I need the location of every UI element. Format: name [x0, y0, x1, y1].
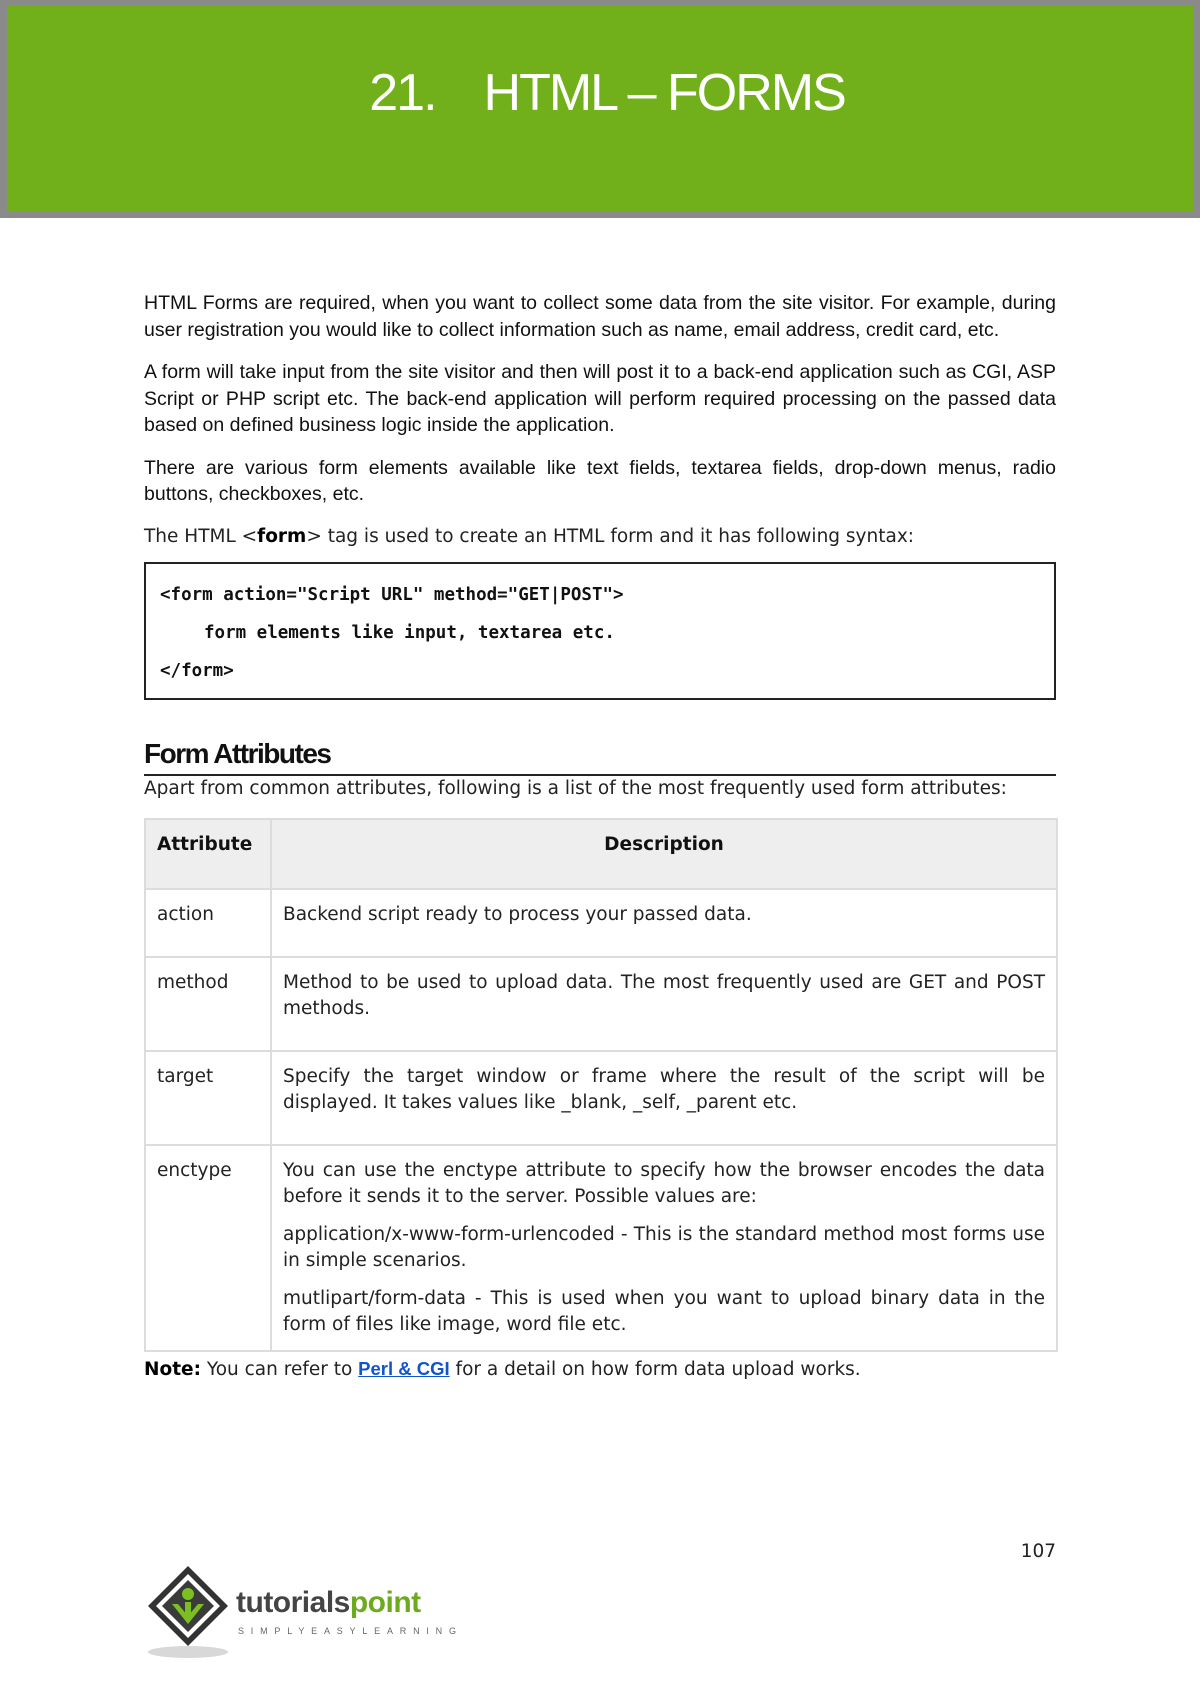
logo-brand-green: point [349, 1586, 421, 1619]
description-cell [271, 1051, 1057, 1145]
description-cell [271, 957, 1057, 1051]
syntax-intro-tag: form [257, 525, 307, 547]
header-description: Description [271, 819, 1057, 889]
description-text: mutlipart/form-data - This is used when you want to upload binary data in the form of files like image, word file etc. [283, 1287, 1045, 1335]
attribute-cell: method [145, 957, 271, 1051]
syntax-intro-before: The HTML < [144, 525, 258, 547]
page-content [144, 290, 1056, 1380]
chapter-banner [0, 0, 1200, 218]
chapter-number: 21. [369, 64, 436, 122]
logo-tagline: SIMPLYEASYLEARNING [238, 1626, 463, 1636]
logo-diamond-icon [142, 1560, 234, 1660]
description-text: application/x-www-form-urlencoded - This is the standard method most forms use in simple scenarios. [283, 1223, 1045, 1271]
attribute-cell: action [145, 889, 271, 957]
note-text: You can refer to [200, 1358, 359, 1380]
chapter-heading [7, 63, 1200, 123]
logo-brand [236, 1586, 421, 1620]
description-text: You can use the enctype attribute to specify how the browser encodes the data before it sends it to the server. Possible values are: [283, 1159, 1045, 1207]
code-line: <form action="Script URL" method="GET|POST"> [160, 584, 624, 605]
tutorialspoint-logo [142, 1560, 472, 1660]
syntax-intro-after: > tag is used to create an HTML form and it has following syntax: [306, 525, 915, 547]
code-line: form elements like input, textarea etc. [204, 622, 615, 643]
page-number: 107 [1020, 1541, 1056, 1562]
section-title: Form Attributes [144, 738, 1056, 776]
code-line: </form> [160, 660, 234, 681]
note [144, 1358, 1056, 1380]
section-intro: Apart from common attributes, following is a list of the most frequently used form attributes: [144, 777, 1007, 799]
description-text: Method to be used to upload data. The most frequently used are GET and POST methods. [283, 971, 1045, 1019]
table-row [145, 957, 1057, 1051]
logo-brand-dark: tutorials [236, 1586, 350, 1619]
table-row [145, 1051, 1057, 1145]
note-label: Note: [144, 1358, 201, 1380]
attribute-cell: enctype [145, 1145, 271, 1351]
intro-paragraph: HTML Forms are required, when you want to collect some data from the site visitor. For example, during user registration you would like to collect information such as name, email address, credit card, etc. [144, 292, 1056, 341]
description-text: Backend script ready to process your passed data. [283, 903, 752, 925]
header-attribute: Attribute [145, 819, 271, 889]
attribute-cell: target [145, 1051, 271, 1145]
description-cell [271, 889, 1057, 957]
table-row [145, 889, 1057, 957]
syntax-intro [144, 524, 1056, 550]
attributes-table [144, 818, 1058, 1352]
perl-cgi-link[interactable]: Perl & CGI [358, 1357, 450, 1379]
chapter-title: HTML – FORMS [483, 64, 845, 122]
table-row [145, 1145, 1057, 1351]
description-cell [271, 1145, 1057, 1351]
note-text-after: for a detail on how form data upload works. [449, 1358, 861, 1380]
intro-paragraph: A form will take input from the site visitor and then will post it to a back-end application such as CGI, ASP Script or PHP script etc. The back-end application will perform required processing on the passed data based on defined business logic inside the application. [144, 361, 1056, 436]
code-block [144, 562, 1056, 700]
intro-paragraph: There are various form elements available like text fields, textarea fields, drop-down menus, radio buttons, checkboxes, etc. [144, 456, 1056, 505]
description-text: Specify the target window or frame where the result of the script will be displayed. It takes values like _blank, _self, _parent etc. [283, 1065, 1045, 1113]
table-header-row [145, 819, 1057, 889]
